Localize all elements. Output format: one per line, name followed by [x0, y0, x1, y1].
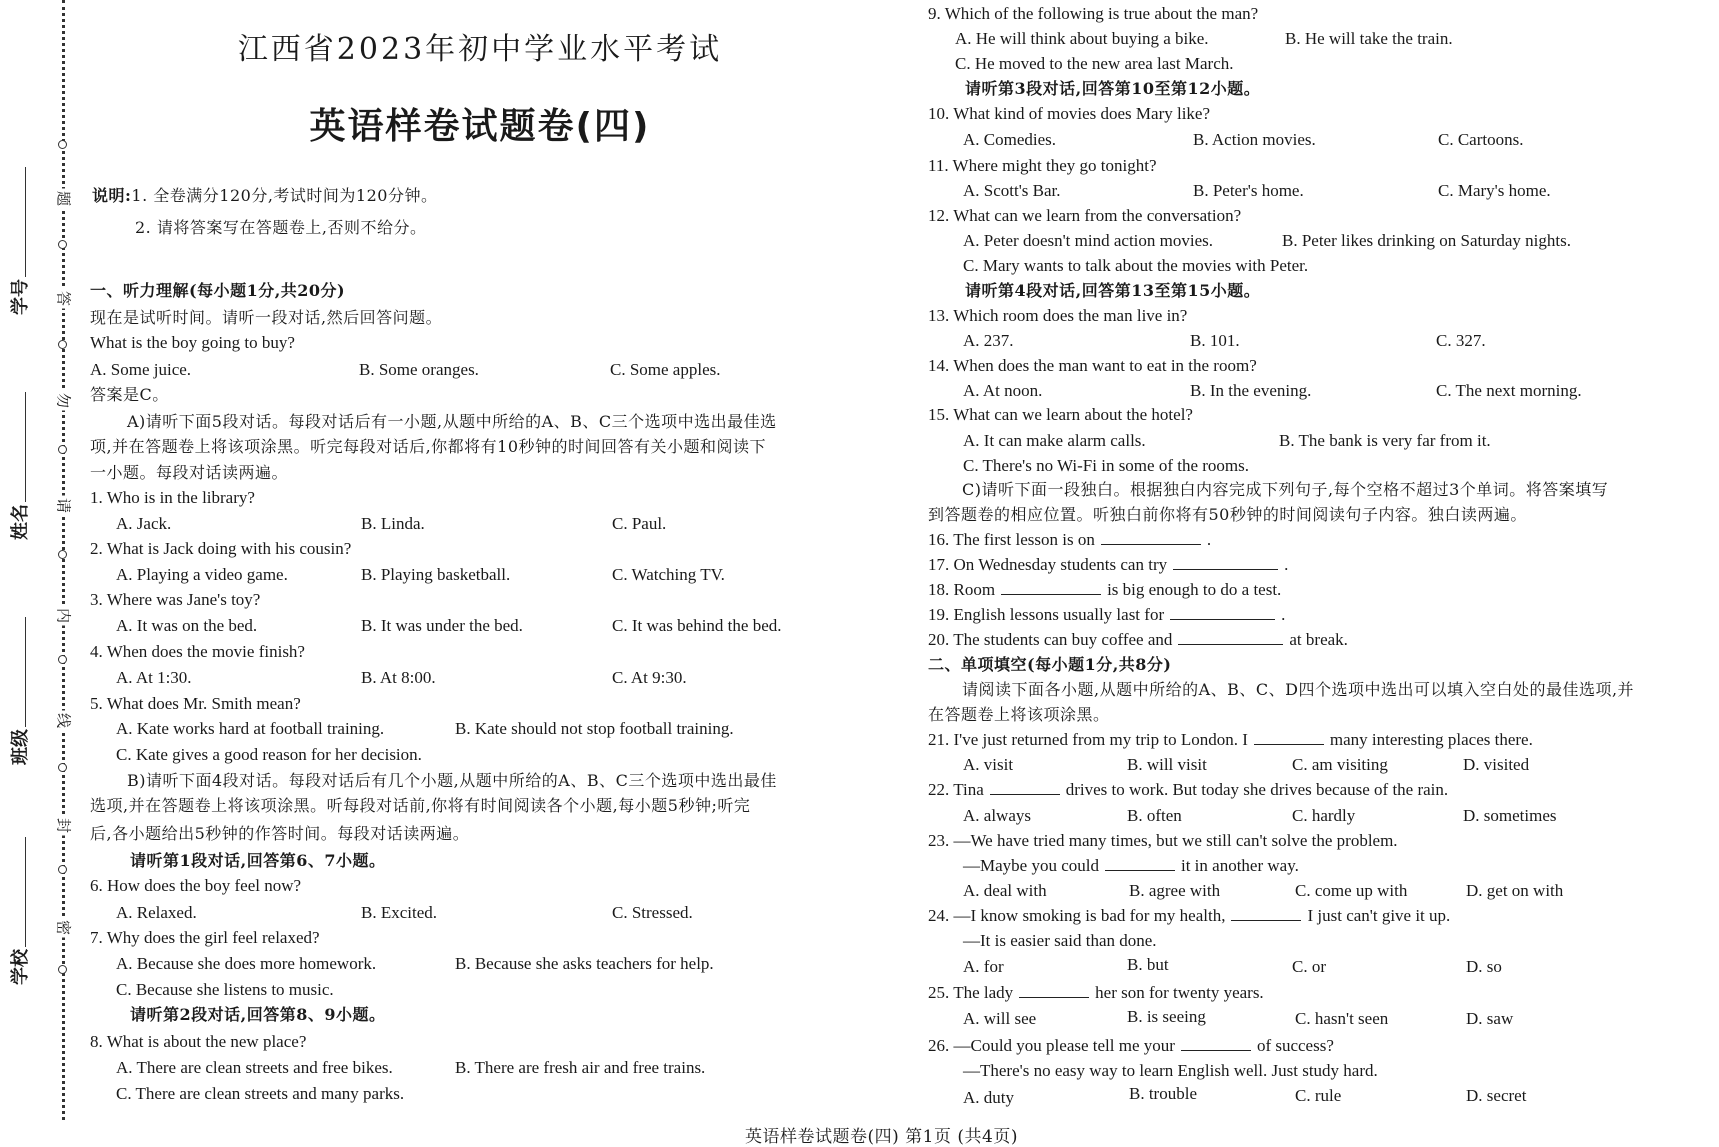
q21-option-b: B. will visit — [1127, 755, 1207, 774]
partB-instructions-3: 后,各小题给出5秒钟的作答时间。每段对话读两遍。 — [90, 824, 470, 843]
q1-option-c: C. Paul. — [612, 514, 667, 533]
q8-option-b: B. There are fresh air and free trains. — [455, 1058, 706, 1077]
q11-option-b: B. Peter's home. — [1193, 181, 1304, 200]
instructions-item2: 2. 请将答案写在答题卷上,否则不给分。 — [135, 218, 427, 237]
answer-blank-26[interactable] — [1181, 1035, 1251, 1051]
q4-option-a: A. At 1:30. — [116, 668, 192, 687]
q1-option-b: B. Linda. — [361, 514, 425, 533]
q21-option-c: C. am visiting — [1292, 755, 1388, 774]
seal-char: 线 — [54, 711, 75, 731]
question-6: 6. How does the boy feel now? — [90, 876, 302, 895]
q15-option-a: A. It can make alarm calls. — [963, 431, 1146, 450]
answer-blank-19[interactable] — [1170, 604, 1275, 620]
q6-option-c: C. Stressed. — [612, 903, 693, 922]
dialog4-note: 请听第4段对话,回答第13至第15小题。 — [965, 281, 1261, 300]
q25-option-b: B. is seeing — [1127, 1007, 1206, 1026]
q10-option-b: B. Action movies. — [1193, 130, 1316, 149]
school-blank[interactable] — [9, 837, 26, 947]
q25-option-a: A. will see — [963, 1009, 1037, 1028]
answer-blank-22[interactable] — [990, 779, 1060, 795]
answer-blank-18[interactable] — [1001, 579, 1101, 595]
exam-title: 江西省2023年初中学业水平考试 — [237, 32, 723, 67]
dialog2-note: 请听第2段对话,回答第8、9小题。 — [130, 1005, 386, 1024]
q8-option-a: A. There are clean streets and free bikes. — [116, 1058, 393, 1077]
question-4: 4. When does the movie finish? — [90, 642, 305, 661]
question-24-response: —It is easier said than done. — [963, 931, 1157, 950]
seal-circle — [58, 445, 67, 454]
q6-option-a: A. Relaxed. — [116, 903, 197, 922]
answer-blank-17[interactable] — [1173, 554, 1278, 570]
partC-instructions-1: C)请听下面一段独白。根据独白内容完成下列句子,每个空格不超过3个单词。将答案填写 — [962, 480, 1609, 499]
partA-instructions-3: 一小题。每段对话读两遍。 — [90, 463, 289, 482]
question-3: 3. Where was Jane's toy? — [90, 590, 261, 609]
question-23-response: —Maybe you could it in another way. — [963, 856, 1299, 875]
question-22: 22. Tina drives to work. But today she drives because of the rain. — [928, 780, 1449, 799]
question-24: 24. —I know smoking is bad for my health, I just can't give it up. — [928, 906, 1451, 925]
question-26-response: —There's no easy way to learn English well. Just study hard. — [963, 1061, 1378, 1080]
q22-option-a: A. always — [963, 806, 1031, 825]
student-id-blank[interactable] — [9, 167, 26, 277]
trial-answer: 答案是C。 — [90, 385, 169, 404]
q3-option-b: B. It was under the bed. — [361, 616, 523, 635]
seal-char: 请 — [54, 496, 75, 516]
q23-option-b: B. agree with — [1129, 881, 1221, 900]
answer-blank-21[interactable] — [1254, 729, 1324, 745]
q21-option-a: A. visit — [963, 755, 1014, 774]
section2-instructions-2: 在答题卷上将该项涂黑。 — [928, 705, 1110, 724]
q24-option-d: D. so — [1466, 957, 1502, 976]
fill-in-20: 20. The students can buy coffee and at break. — [928, 630, 1348, 649]
q11-option-c: C. Mary's home. — [1438, 181, 1551, 200]
q14-option-c: C. The next morning. — [1436, 381, 1582, 400]
q23-option-d: D. get on with — [1466, 881, 1564, 900]
seal-circle — [58, 655, 67, 664]
q5-option-a: A. Kate works hard at football training. — [116, 719, 385, 738]
q13-option-b: B. 101. — [1190, 331, 1240, 350]
answer-blank-25[interactable] — [1019, 982, 1089, 998]
question-10: 10. What kind of movies does Mary like? — [928, 104, 1211, 123]
section2-instructions-1: 请阅读下面各小题,从题中所给的A、B、C、D四个选项中选出可以填入空白处的最佳选项,并 — [962, 680, 1635, 699]
q15-option-c: C. There's no Wi-Fi in some of the rooms. — [963, 456, 1250, 475]
field-student-id[interactable]: 学号 — [6, 167, 32, 315]
q9-option-b: B. He will take the train. — [1285, 29, 1453, 48]
q26-option-b: B. trouble — [1129, 1084, 1197, 1103]
seal-circle — [58, 550, 67, 559]
q22-option-c: C. hardly — [1292, 806, 1356, 825]
q3-option-c: C. It was behind the bed. — [612, 616, 782, 635]
partA-instructions-1: A)请听下面5段对话。每段对话后有一小题,从题中所给的A、B、C三个选项中选出最佳选 — [127, 412, 777, 431]
q14-option-b: B. In the evening. — [1190, 381, 1312, 400]
trial-question: What is the boy going to buy? — [90, 333, 295, 352]
q8-option-c: C. There are clean streets and many parks. — [116, 1084, 405, 1103]
fill-in-16: 16. The first lesson is on . — [928, 530, 1212, 549]
question-7: 7. Why does the girl feel relaxed? — [90, 928, 320, 947]
page-footer: 英语样卷试题卷(四) 第1页 (共4页) — [745, 1127, 1018, 1147]
q7-option-c: C. Because she listens to music. — [116, 980, 334, 999]
question-9: 9. Which of the following is true about the man? — [928, 4, 1259, 23]
trial-option-a: A. Some juice. — [90, 360, 192, 379]
seal-char: 封 — [54, 816, 75, 836]
question-26: 26. —Could you please tell me your of success? — [928, 1036, 1334, 1055]
name-blank[interactable] — [9, 392, 26, 502]
section2-heading: 二、单项填空(每小题1分,共8分) — [928, 655, 1172, 674]
q10-option-a: A. Comedies. — [963, 130, 1057, 149]
q12-option-c: C. Mary wants to talk about the movies with Peter. — [963, 256, 1309, 275]
q5-option-b: B. Kate should not stop football training. — [455, 719, 734, 738]
q26-option-d: D. secret — [1466, 1086, 1527, 1105]
trial-option-c: C. Some apples. — [610, 360, 721, 379]
question-13: 13. Which room does the man live in? — [928, 306, 1188, 325]
q13-option-a: A. 237. — [963, 331, 1014, 350]
q25-option-c: C. hasn't seen — [1295, 1009, 1389, 1028]
question-14: 14. When does the man want to eat in the room? — [928, 356, 1257, 375]
answer-blank-24[interactable] — [1231, 905, 1301, 921]
q26-option-c: C. rule — [1295, 1086, 1342, 1105]
instructions-item1: 说明:1. 全卷满分120分,考试时间为120分钟。 — [92, 186, 438, 205]
question-11: 11. Where might they go tonight? — [928, 156, 1157, 175]
q9-option-a: A. He will think about buying a bike. — [955, 29, 1209, 48]
field-class[interactable]: 班级 — [6, 617, 32, 765]
question-15: 15. What can we learn about the hotel? — [928, 405, 1193, 424]
dialog3-note: 请听第3段对话,回答第10至第12小题。 — [965, 79, 1261, 98]
seal-circle — [58, 340, 67, 349]
fill-in-18: 18. Room is big enough to do a test. — [928, 580, 1282, 599]
q4-option-b: B. At 8:00. — [361, 668, 436, 687]
trial-intro: 现在是试听时间。请听一段对话,然后回答问题。 — [90, 308, 443, 327]
trial-option-b: B. Some oranges. — [359, 360, 479, 379]
seal-circle — [58, 865, 67, 874]
q7-option-a: A. Because she does more homework. — [116, 954, 377, 973]
seal-char: 内 — [54, 606, 75, 626]
q22-option-d: D. sometimes — [1463, 806, 1557, 825]
seal-char: 密 — [54, 918, 75, 938]
question-8: 8. What is about the new place? — [90, 1032, 307, 1051]
section1-heading: 一、听力理解(每小题1分,共20分) — [90, 281, 346, 300]
q24-option-b: B. but — [1127, 955, 1169, 974]
question-21: 21. I've just returned from my trip to London. I many interesting places there. — [928, 730, 1533, 749]
seal-dotted-line — [62, 0, 65, 1120]
fill-in-17: 17. On Wednesday students can try . — [928, 555, 1289, 574]
question-1: 1. Who is in the library? — [90, 488, 255, 507]
paper-title: 英语样卷试题卷(四) — [309, 106, 651, 147]
question-25: 25. The lady her son for twenty years. — [928, 983, 1264, 1002]
question-5: 5. What does Mr. Smith mean? — [90, 694, 301, 713]
q22-option-b: B. often — [1127, 806, 1182, 825]
q2-option-a: A. Playing a video game. — [116, 565, 288, 584]
field-name[interactable]: 姓名 — [6, 392, 32, 540]
q13-option-c: C. 327. — [1436, 331, 1486, 350]
q12-option-b: B. Peter likes drinking on Saturday nights. — [1282, 231, 1571, 250]
q21-option-d: D. visited — [1463, 755, 1530, 774]
q12-option-a: A. Peter doesn't mind action movies. — [963, 231, 1213, 250]
q2-option-c: C. Watching TV. — [612, 565, 725, 584]
q6-option-b: B. Excited. — [361, 903, 438, 922]
q4-option-c: C. At 9:30. — [612, 668, 687, 687]
q7-option-b: B. Because she asks teachers for help. — [455, 954, 714, 973]
seal-char: 题 — [54, 189, 75, 209]
q11-option-a: A. Scott's Bar. — [963, 181, 1061, 200]
answer-blank-23[interactable] — [1105, 855, 1175, 871]
partC-instructions-2: 到答题卷的相应位置。听独白前你将有50秒钟的时间阅读句子内容。独白读两遍。 — [928, 505, 1527, 524]
answer-blank-16[interactable] — [1101, 529, 1201, 545]
fill-in-19: 19. English lessons usually last for . — [928, 605, 1286, 624]
question-12: 12. What can we learn from the conversation? — [928, 206, 1242, 225]
q1-option-a: A. Jack. — [116, 514, 172, 533]
dialog1-note: 请听第1段对话,回答第6、7小题。 — [130, 851, 386, 870]
seal-char: 勿 — [54, 391, 75, 411]
seal-circle — [58, 240, 67, 249]
partB-instructions-1: B)请听下面4段对话。每段对话后有几个小题,从题中所给的A、B、C三个选项中选出最佳 — [127, 771, 777, 790]
partB-instructions-2: 选项,并在答题卷上将该项涂黑。听每段对话前,你将有时间阅读各个小题,每小题5秒钟;听完 — [90, 796, 751, 815]
seal-circle — [58, 965, 67, 974]
q2-option-b: B. Playing basketball. — [361, 565, 511, 584]
q26-option-a: A. duty — [963, 1088, 1014, 1107]
q25-option-d: D. saw — [1466, 1009, 1514, 1028]
q14-option-a: A. At noon. — [963, 381, 1043, 400]
partA-instructions-2: 项,并在答题卷上将该项涂黑。听完每段对话后,你都将有10秒钟的时间回答有关小题和阅读下 — [90, 437, 767, 456]
q15-option-b: B. The bank is very far from it. — [1279, 431, 1491, 450]
q3-option-a: A. It was on the bed. — [116, 616, 258, 635]
question-23: 23. —We have tried many times, but we still can't solve the problem. — [928, 831, 1398, 850]
class-blank[interactable] — [9, 617, 26, 727]
q24-option-c: C. or — [1292, 957, 1326, 976]
q24-option-a: A. for — [963, 957, 1004, 976]
q23-option-a: A. deal with — [963, 881, 1047, 900]
q10-option-c: C. Cartoons. — [1438, 130, 1524, 149]
q9-option-c: C. He moved to the new area last March. — [955, 54, 1234, 73]
q23-option-c: C. come up with — [1295, 881, 1408, 900]
seal-circle — [58, 763, 67, 772]
field-school[interactable]: 学校 — [6, 837, 32, 985]
answer-blank-20[interactable] — [1178, 629, 1283, 645]
q5-option-c: C. Kate gives a good reason for her decision. — [116, 745, 422, 764]
seal-char: 答 — [54, 289, 75, 309]
question-2: 2. What is Jack doing with his cousin? — [90, 539, 352, 558]
